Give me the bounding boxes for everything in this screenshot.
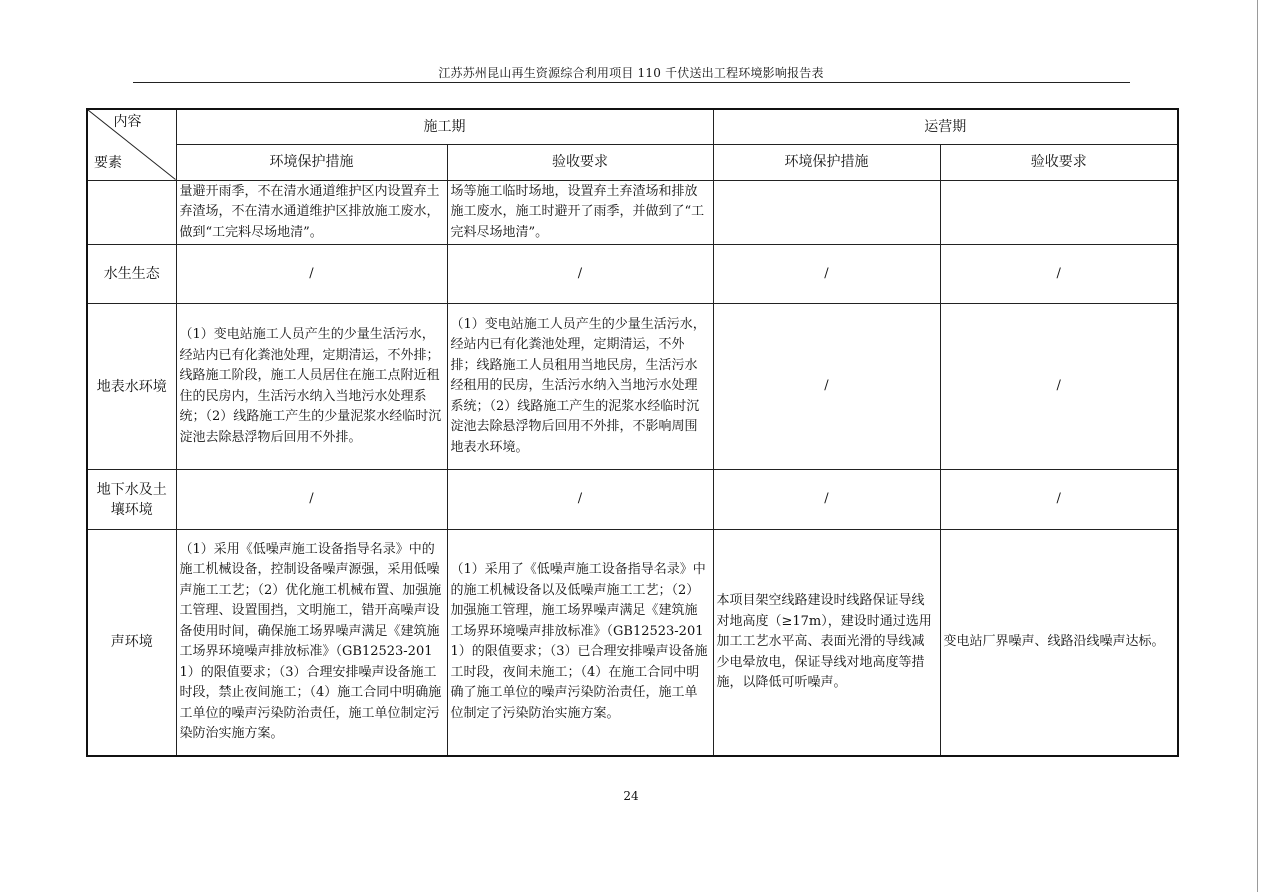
table-row xyxy=(87,304,1178,470)
operation-acceptance-cell xyxy=(940,180,1178,245)
operation-measures-cell xyxy=(713,180,940,245)
construction-measures-cell: （1）变电站施工人员产生的少量生活污水，经站内已有化粪池处理，定期清运，不外排；线路施工阶段，施工人员居住在施工点附近租住的民房内，生活污水纳入当地污水处理系统；（2）线路施工产生的少量泥浆水经临时沉淀池去除悬浮物后回用不外排。 xyxy=(176,304,447,470)
construction-acceptance-header: 验收要求 xyxy=(447,144,713,180)
operation-acceptance-cell: 变电站厂界噪声、线路沿线噪声达标。 xyxy=(940,530,1178,756)
construction-measures-header: 环境保护措施 xyxy=(176,144,447,180)
environmental-measures-table xyxy=(86,108,1179,757)
table-header-row-phases xyxy=(87,109,1178,144)
table-header-row-columns xyxy=(87,144,1178,180)
corner-content-label: 内容 xyxy=(113,114,142,130)
construction-measures-cell: （1）采用《低噪声施工设备指导名录》中的施工机械设备，控制设备噪声源强，采用低噪声施工工艺；（2）优化施工机械布置、加强施工管理、设置围挡，文明施工，错开高噪声设备使用时间，确保施工场界噪声满足《建筑施工场界环境噪声排放标准》（GB12523-2011）的限值要求；（3）合理安排噪声设备施工时段，禁止夜间施工；（4）施工合同中明确施工单位的噪声污染防治责任，施工单位制定污染防治实施方案。 xyxy=(176,530,447,756)
construction-acceptance-cell: / xyxy=(447,245,713,304)
construction-acceptance-cell: （1）变电站施工人员产生的少量生活污水，经站内已有化粪池处理，定期清运，不外排；线路施工人员租用当地民房，生活污水经租用的民房，生活污水纳入当地污水处理系统；（2）线路施工产生的泥浆水经临时沉淀池去除悬浮物后回用不外排，不影响周围地表水环境。 xyxy=(447,304,713,470)
table-row xyxy=(87,180,1178,245)
construction-acceptance-cell: 场等施工临时场地，设置弃土弃渣场和排放施工废水，施工时避开了雨季，并做到了“工完料尽场地清”。 xyxy=(447,180,713,245)
operation-measures-cell: / xyxy=(713,470,940,530)
table-row xyxy=(87,245,1178,304)
table-row xyxy=(87,530,1178,756)
row-element-label: 声环境 xyxy=(87,530,176,756)
operation-acceptance-cell: / xyxy=(940,245,1178,304)
construction-acceptance-cell: / xyxy=(447,470,713,530)
construction-measures-cell: 量避开雨季，不在清水通道维护区内设置弃土弃渣场，不在清水通道维护区排放施工废水，做到“工完料尽场地清”。 xyxy=(176,180,447,245)
page-edge-line xyxy=(1257,0,1258,892)
table-row xyxy=(87,470,1178,530)
construction-measures-cell: / xyxy=(176,470,447,530)
operation-acceptance-header: 验收要求 xyxy=(940,144,1178,180)
construction-acceptance-cell: （1）采用了《低噪声施工设备指导名录》中的施工机械设备以及低噪声施工工艺；（2）加强施工管理，施工场界噪声满足《建筑施工场界环境噪声排放标准》（GB12523-2011）的限值要求；（3）已合理安排噪声设备施工时段，夜间未施工；（4）在施工合同中明确了施工单位的噪声污染防治责任，施工单位制定了污染防治实施方案。 xyxy=(447,530,713,756)
operation-measures-cell: / xyxy=(713,304,940,470)
row-element-label xyxy=(87,180,176,245)
row-element-label: 地表水环境 xyxy=(87,304,176,470)
construction-phase-header: 施工期 xyxy=(176,109,713,144)
corner-element-label: 要素 xyxy=(94,155,122,171)
operation-measures-cell: / xyxy=(713,245,940,304)
operation-measures-header: 环境保护措施 xyxy=(713,144,940,180)
operation-acceptance-cell: / xyxy=(940,304,1178,470)
operation-acceptance-cell: / xyxy=(940,470,1178,530)
row-element-label: 水生生态 xyxy=(87,245,176,304)
operation-phase-header: 运营期 xyxy=(713,109,1178,144)
construction-measures-cell: / xyxy=(176,245,447,304)
operation-measures-cell: 本项目架空线路建设时线路保证导线对地高度（≥17m），建设时通过选用加工工艺水平高、表面光滑的导线减少电晕放电，保证导线对地高度等措施，以降低可听噪声。 xyxy=(713,530,940,756)
corner-header-cell xyxy=(87,109,176,180)
row-element-label: 地下水及土壤环境 xyxy=(87,470,176,530)
page-number: 24 xyxy=(623,789,639,803)
header-rule xyxy=(133,82,1130,83)
page-header-title: 江苏苏州昆山再生资源综合利用项目 110 千伏送出工程环境影响报告表 xyxy=(438,66,824,80)
